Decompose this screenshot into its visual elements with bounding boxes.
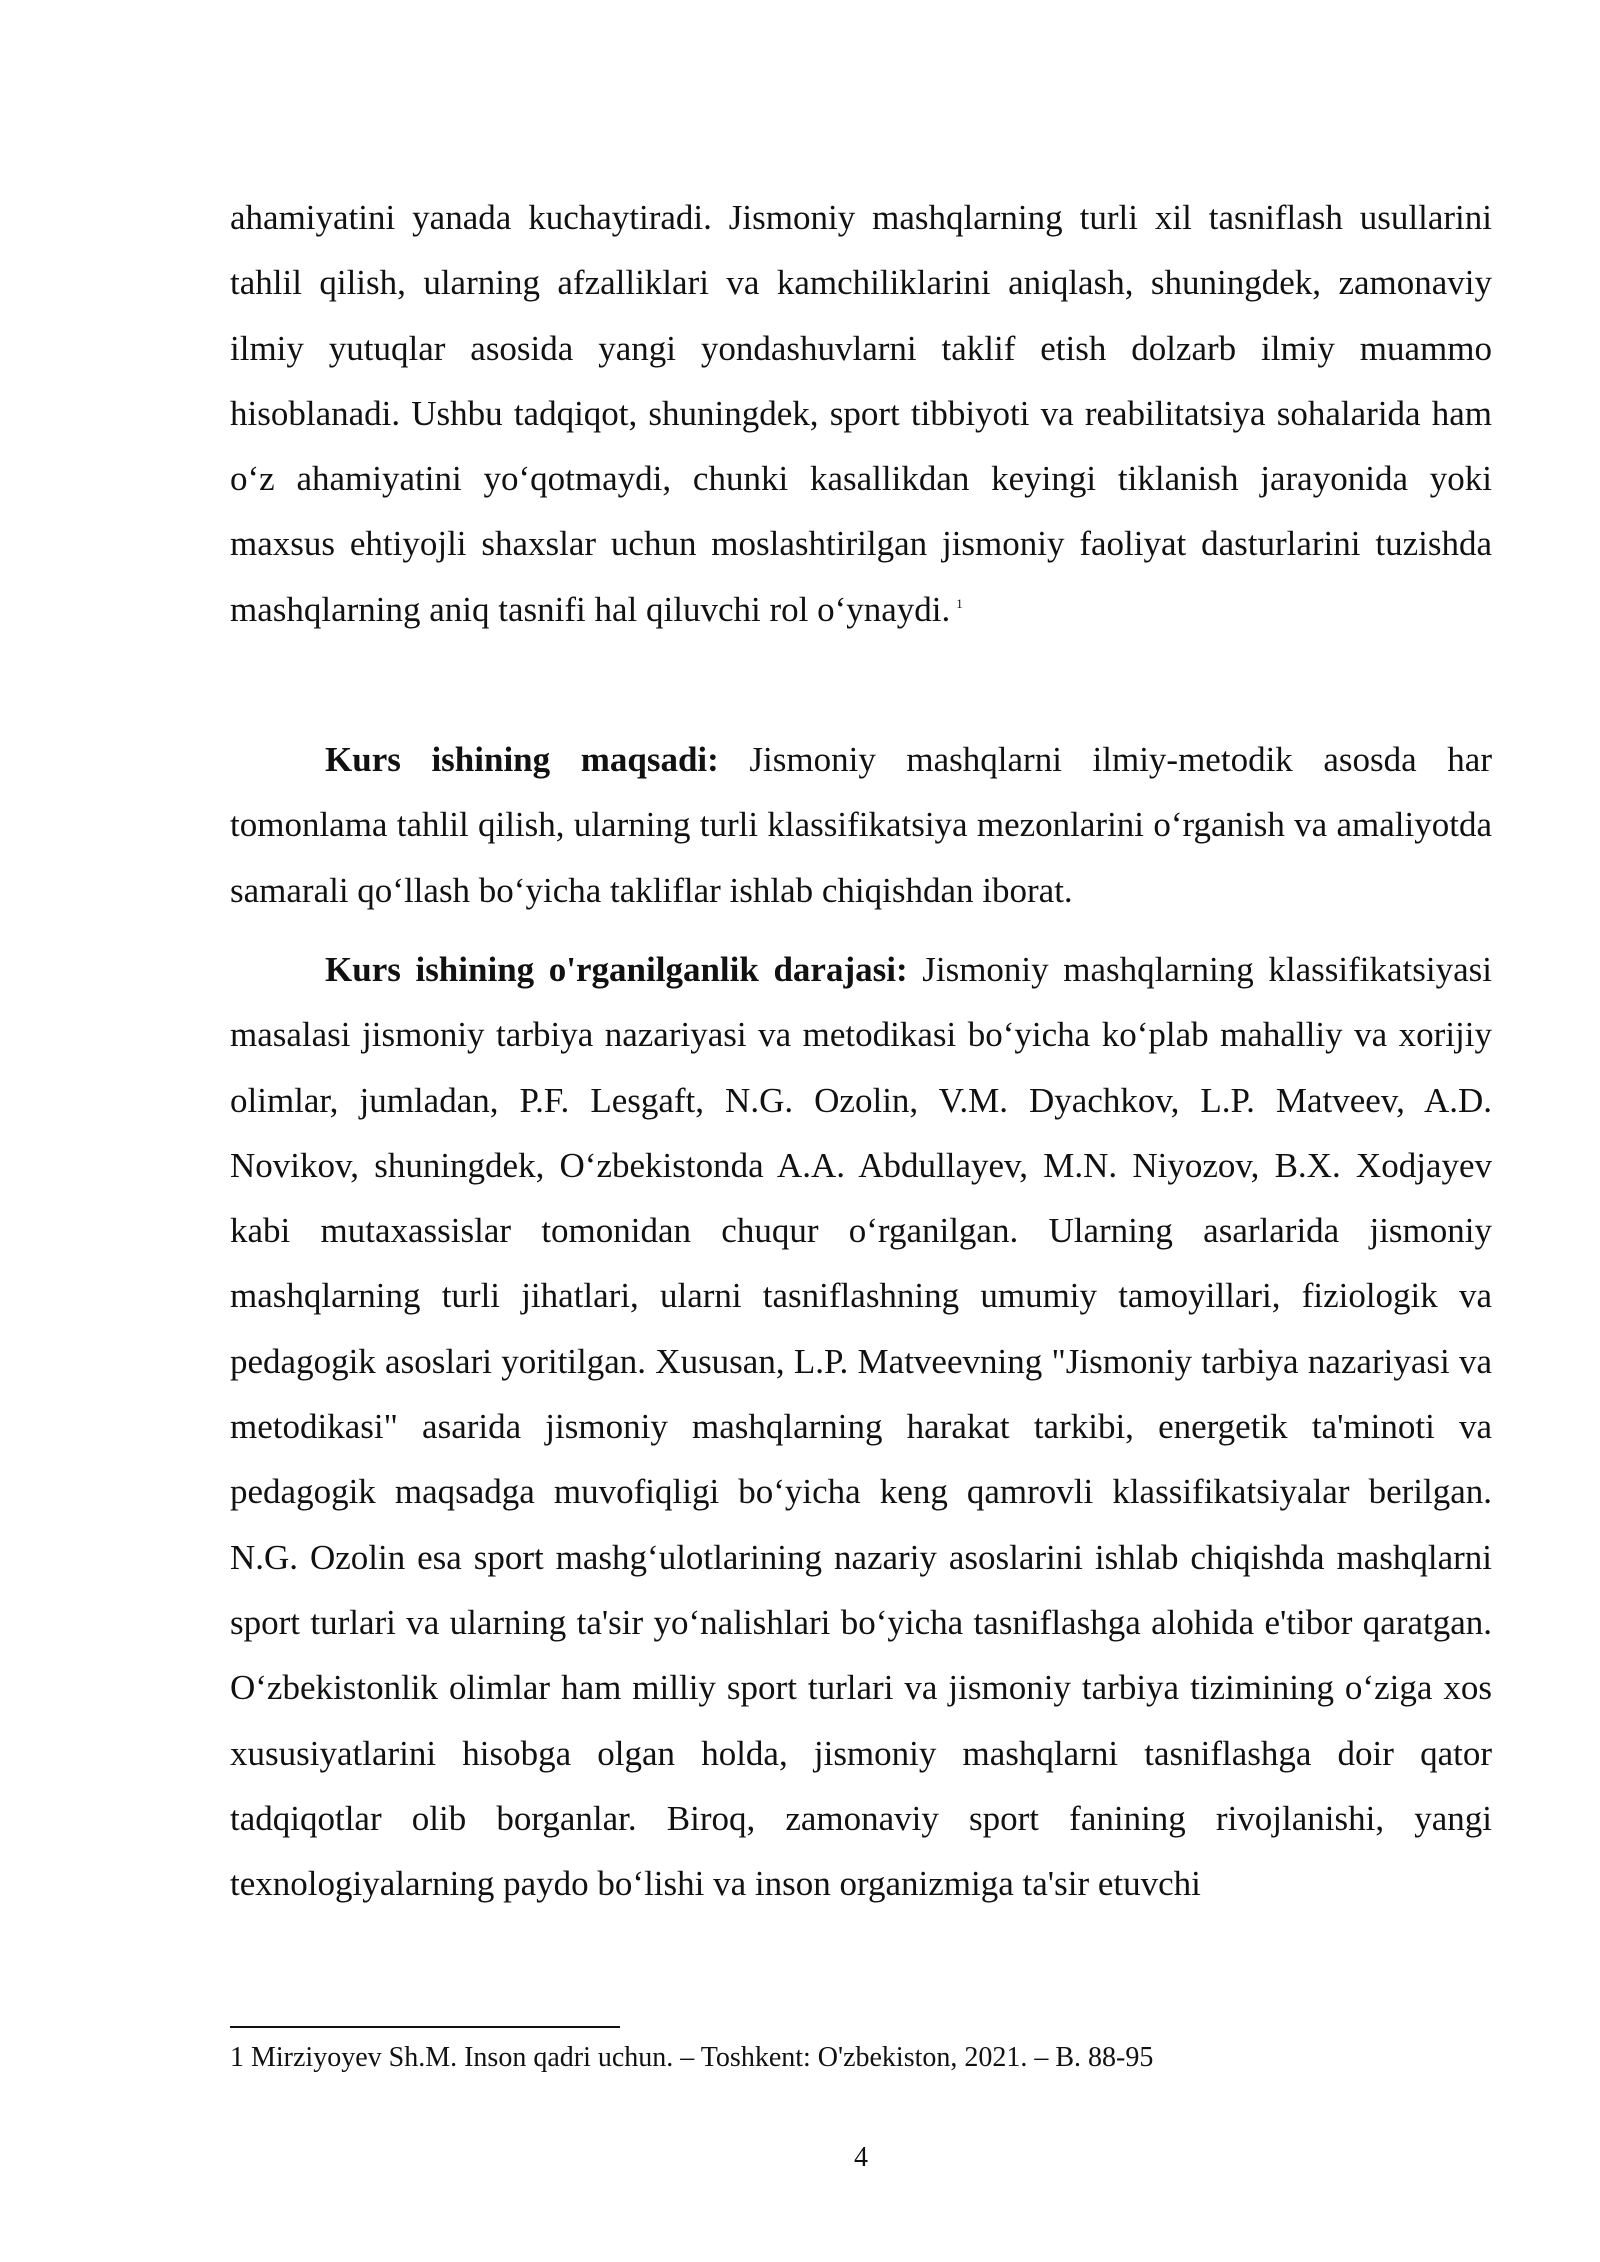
paragraph-study-level [230,937,1492,1916]
footnote-reference[interactable]: 1 [956,596,963,612]
section-heading: Kurs ishining o'rganilganlik darajasi: [325,950,908,989]
page-number: 4 [854,2142,868,2173]
footnote-separator [230,2026,620,2028]
paragraph-text: Jismoniy mashqlarning klassifikatsiyasi masalasi jismoniy tarbiya nazariyasi va metodikasi bo‘yicha ko‘plab mahalliy va xorijiy olimlar, jumladan, P.F. Lesgaft, N.G. Ozolin, V.M. Dyachkov, L.P. Matveev, A.D. Novikov, shuningdek, O‘zbekistonda A.A. Abdullayev, M.N. Niyozov, B.X. Xodjayev kabi mutaxassislar tomonidan chuqur o‘rganilgan. Ularning asarlarida jismoniy mashqlarning turli jihatlari, ularni tasniflashning umumiy tamoyillari, fiziologik va pedagogik asoslari yoritilgan. Xususan, L.P. Matveevning "Jismoniy tarbiya nazariyasi va metodikasi" asarida jismoniy mashqlarning harakat tarkibi, energetik ta'minoti va pedagogik maqsadga muvofiqligi bo‘yicha keng qamrovli klassifikatsiyalar berilgan. N.G. Ozolin esa sport mashg‘ulotlarining nazariy asoslarini ishlab chiqishda mashqlarni sport turlari va ularning ta'sir yo‘nalishlari bo‘yicha tasniflashga alohida e'tibor qaratgan. O‘zbekistonlik olimlar ham milliy sport turlari va jismoniy tarbiya tizimining o‘ziga xos xususiyatlarini hisobga olgan holda, jismoniy mashqlarni tasniflashga doir qator tadqiqotlar olib borganlar. Biroq, zamonaviy sport fanining rivojlanishi, yangi texnologiyalarning paydo bo‘lishi va inson organizmiga ta'sir etuvchi [230,950,1492,1904]
paragraph-text: Jismoniy mashqlarni ilmiy-metodik asosda har tomonlama tahlil qilish, ularning turli klassifikatsiya mezonlarini o‘rganish va amaliyotda samarali qo‘llash bo‘yicha takliflar ishlab chiqishdan iborat. [230,740,1492,910]
footnote: 1 Mirziyoyev Sh.M. Inson qadri uchun. – Toshkent: O'zbekiston, 2021. – B. 88-95 [230,2042,1154,2073]
paragraph-course-goal [230,727,1492,923]
paragraph-intro-continuation [230,185,1492,642]
section-heading: Kurs ishining maqsadi: [325,740,719,779]
paragraph-text: ahamiyatini yanada kuchaytiradi. Jismoniy mashqlarning turli xil tasniflash usullarini tahlil qilish, ularning afzalliklari va kamchiliklarini aniqlash, shuningdek, zamonaviy ilmiy yutuqlar asosida yangi yondashuvlarni taklif etish dolzarb ilmiy muammo hisoblanadi. Ushbu tadqiqot, shuningdek, sport tibbiyoti va reabilitatsiya sohalarida ham o‘z ahamiyatini yo‘qotmaydi, chunki kasallikdan keyingi tiklanish jarayonida yoki maxsus ehtiyojli shaxslar uchun moslashtirilgan jismoniy faoliyat dasturlarini tuzishda mashqlarning aniq tasnifi hal qiluvchi rol o‘ynaydi. [230,198,1492,629]
